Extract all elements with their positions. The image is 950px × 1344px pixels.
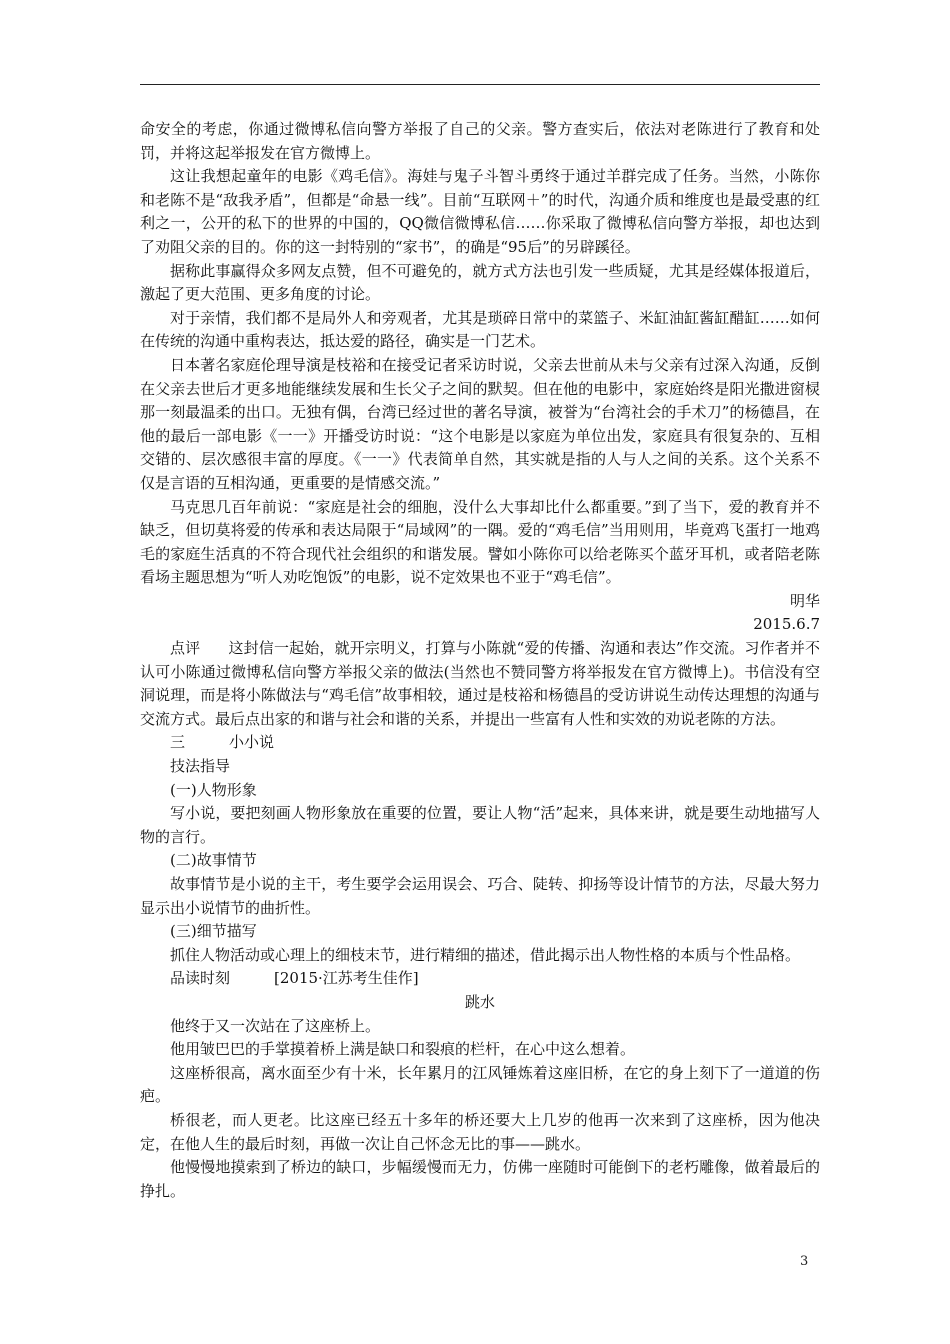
story-paragraph: 他用皱巴巴的手掌摸着桥上满是缺口和裂痕的栏杆，在心中这么想着。 — [170, 1040, 636, 1059]
header-rule — [140, 84, 820, 85]
story-paragraph: 这座桥很高，离水面至少有十米，长年累月的江风锤炼着这座旧桥，在它的身上刻下了一道道的伤疤。 — [140, 1063, 820, 1106]
reading-heading — [140, 967, 820, 991]
story-paragraph: 他终于又一次站在了这座桥上。 — [170, 1016, 381, 1035]
guide-item-text: 抓住人物活动或心理上的细枝末节，进行精细的描述，借此揭示出人物性格的本质与个性品格。 — [170, 945, 801, 964]
paragraph: 这让我想起童年的电影《鸡毛信》。海娃与鬼子斗智斗勇终于通过羊群完成了任务。当然，小陈你和老陈不是“敌我矛盾”，但都是“命悬一线”。目前“互联网＋”的时代，沟通介质和维度也是最受惠的红利之一，公开的私下的世界的中国的，QQ微信微博私信……你采取了微博私信向警方举报，却也达到了劝阻父亲的目的。你的这一封特别的“家书”，的确是“95后”的另辟蹊径。 — [140, 167, 820, 256]
guide-item-title: (二)故事情节 — [170, 851, 257, 870]
section-title: 小小说 — [229, 733, 275, 752]
reading-source: [2015·江苏考生佳作] — [274, 969, 419, 988]
guide-item-text: 故事情节是小说的主干，考生要学会运用误会、巧合、陡转、抑扬等设计情节的方法，尽最大努力显示出小说情节的曲折性。 — [140, 875, 820, 917]
story-paragraph: 桥很老，而人更老。比这座已经五十多年的桥还要大上几岁的他再一次来到了这座桥，因为他决定，在他人生的最后时刻，再做一次让自己怀念无比的事——跳水。 — [140, 1110, 820, 1153]
paragraph: 对于亲情，我们都不是局外人和旁观者，尤其是琐碎日常中的菜篮子、米缸油缸酱缸醋缸……如何在传统的沟通中重构表达，抵达爱的路径，确实是一门艺术。 — [140, 308, 820, 351]
signature-date: 2015.6.7 — [753, 615, 820, 634]
comment-text: 这封信一起始，就开宗明义，打算与小陈就“爱的传播、沟通和表达”作交流。习作者并不认可小陈通过微博私信向警方举报父亲的做法(当然也不赞同警方将举报发在官方微博上)。书信没有空洞说理，而是将小陈做法与“鸡毛信”故事相较，通过是枝裕和杨德昌的受访讲说生动传达理想的沟通与交流方式。最后点出家的和谐与社会和谐的关系，并提出一些富有人性和实效的劝说老陈的方法。 — [140, 639, 820, 728]
story-paragraph: 他慢慢地摸索到了桥边的缺口，步幅缓慢而无力，仿佛一座随时可能倒下的老朽雕像，做着最后的挣扎。 — [140, 1158, 820, 1200]
guide-item-title: (三)细节描写 — [170, 922, 257, 941]
comment-paragraph — [140, 637, 820, 731]
guide-heading: 技法指导 — [170, 757, 231, 776]
signature-name: 明华 — [789, 591, 820, 610]
comment-label: 点评 — [170, 639, 201, 658]
paragraph: 马克思几百年前说：“家庭是社会的细胞，没什么大事却比什么都重要。”到了当下，爱的教育并不缺乏，但切莫将爱的传承和表达局限于“局域网”的一隅。爱的“鸡毛信”当用则用，毕竟鸡飞蛋打一地鸡毛的家庭生活真的不符合现代社会组织的和谐发展。譬如小陈你可以给老陈买个蓝牙耳机，或者陪老陈看场主题思想为“听人劝吃饱饭”的电影，说不定效果也不亚于“鸡毛信”。 — [140, 497, 820, 587]
guide-item-text: 写小说，要把刻画人物形象放在重要的位置，要让人物“活”起来，具体来讲，就是要生动地描写人物的言行。 — [140, 804, 820, 846]
page-number: 3 — [800, 1254, 809, 1269]
guide-item-title: (一)人物形象 — [170, 780, 257, 799]
paragraph: 日本著名家庭伦理导演是枝裕和在接受记者采访时说，父亲去世前从未与父亲有过深入沟通，反倒在父亲去世后才更多地能继续发展和生长父子之间的默契。但在他的电影中，家庭始终是阳光撒进窗棂那一刻最温柔的出口。无独有偶，台湾已经过世的著名导演，被誉为“台湾社会的手术刀”的杨德昌，在他的最后一部电影《一一》开播受访时说：“这个电影是以家庭为单位出发，家庭具有很复杂的、互相交错的、层次感很丰富的厚度。《一一》代表简单自然，其实就是指的人与人之间的关系。这个关系不仅是言语的互相沟通，更重要的是情感交流。” — [140, 355, 820, 492]
paragraph: 命安全的考虑，你通过微博私信向警方举报了自己的父亲。警方查实后，依法对老陈进行了教育和处罚，并将这起举报发在官方微博上。 — [140, 120, 820, 162]
paragraph: 据称此事赢得众多网友点赞，但不可避免的，就方式方法也引发一些质疑，尤其是经媒体报道后，激起了更大范围、更多角度的讨论。 — [140, 261, 820, 304]
story-title: 跳水 — [464, 992, 495, 1011]
section-number: 三 — [170, 733, 186, 752]
document-body — [140, 118, 820, 1203]
section-heading — [140, 731, 820, 755]
reading-label: 品读时刻 — [170, 969, 231, 988]
